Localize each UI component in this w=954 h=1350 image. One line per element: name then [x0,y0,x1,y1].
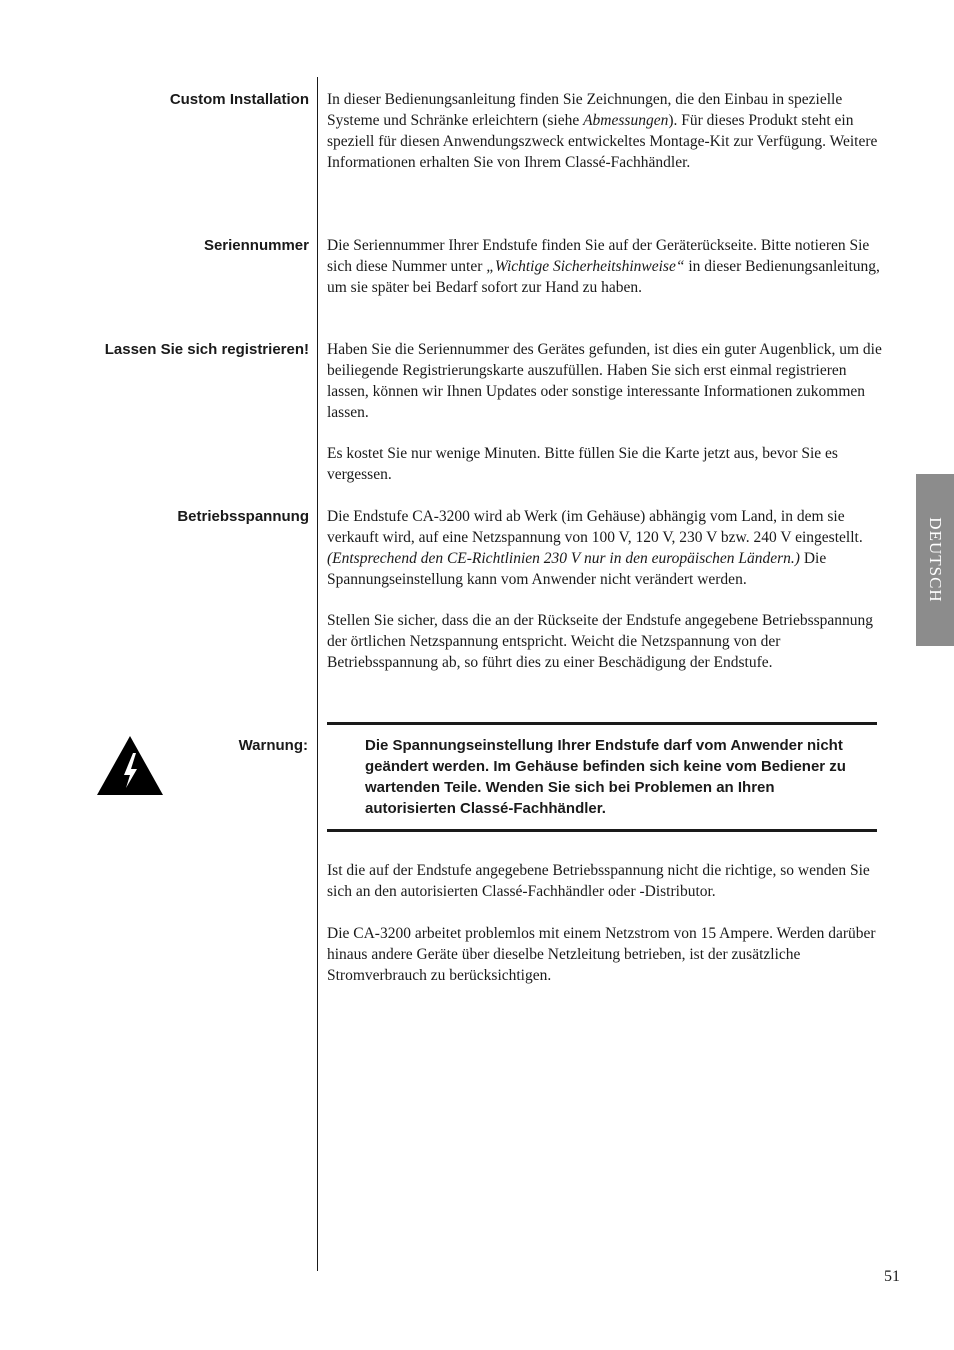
paragraph-registrieren-1: Haben Sie die Seriennummer des Gerätes gefunden, ist dies ein guter Augenblick, um die beiliegende Registrierungskarte auszufüllen. Haben Sie sich erst einmal registrieren lassen, können wir Ihnen Updates oder sonstige interessante Informationen zukommen lassen. [327,341,882,421]
warning-text: Die Spannungseinstellung Ihrer Endstufe darf vom Anwender nicht geändert werden. Im Gehäuse befinden sich keine vom Bediener zu wartenden Teile. Wenden Sie sich bei Problemen an Ihren autorisierten Classé-Fachhändler. [365,737,846,817]
paragraph-betriebsspannung-1 [327,506,887,590]
heading-betriebsspannung: Betriebsspannung [177,508,309,525]
warning-bottom-rule [327,829,877,832]
warning-top-rule [327,722,877,725]
paragraph-after-warning-1: Ist die auf der Endstufe angegebene Betriebsspannung nicht die richtige, so wenden Sie sich an den autorisierten Classé-Fachhändler oder -Distributor. [327,862,870,900]
text-segment: in dieser Bedienungsanleitung, um sie später bei Bedarf sofort zur Hand zu haben. [327,258,880,296]
language-tab-label: DEUTSCH [926,517,945,603]
text-segment: In dieser Bedienungsanleitung finden Sie Zeichnungen, die den Einbau in spezielle Systeme und Schränke erleichtern (siehe [327,91,843,129]
text-segment: Die Seriennummer Ihrer Endstufe finden Sie auf der Geräterückseite. Bitte notieren Sie sich diese Nummer unter [327,237,870,275]
paragraph-registrieren-2: Es kostet Sie nur wenige Minuten. Bitte füllen Sie die Karte jetzt aus, bevor Sie es vergessen. [327,445,838,483]
emphasis-ce-richtlinien: (Entsprechend den CE-Richtlinien 230 V nur in den europäischen Ländern.) [327,550,800,567]
heading-warnung: Warnung: [238,737,308,754]
emphasis-sicherheitshinweise: „Wichtige Sicherheitshinweise“ [486,258,685,275]
text-segment: Die Endstufe CA-3200 wird ab Werk (im Gehäuse) abhängig vom Land, in dem sie verkauft wird, auf eine Netzspannung von 100 V, 120 V, 230 V bzw. 240 V eingestellt. [327,508,863,546]
heading-seriennummer: Seriennummer [203,237,309,254]
heading-custom-installation: Custom Installation [169,91,309,108]
column-divider [317,77,318,1271]
paragraph-after-warning-2: Die CA-3200 arbeitet problemlos mit einem Netzstrom von 15 Ampere. Werden darüber hinaus andere Geräte über dieselbe Netzleitung betrieben, ist der zusätzliche Stromverbrauch zu berücksichtigen. [327,925,876,984]
heading-registrieren: Lassen Sie sich registrieren! [104,341,309,358]
text-segment: Die Spannungseinstellung kann vom Anwender nicht verändert werden. [327,550,827,588]
emphasis-abmessungen: Abmessungen [583,112,669,129]
paragraph-betriebsspannung-2: Stellen Sie sicher, dass die an der Rückseite der Endstufe angegebene Betriebsspannung der örtlichen Netzspannung entspricht. Weicht die Netzspannung von der Betriebsspannung ab, so führt dies zu einer Beschädigung der Endstufe. [327,612,874,671]
paragraph-seriennummer [327,235,887,298]
page-number: 51 [884,1268,900,1285]
paragraph-custom-installation [327,89,887,173]
text-segment: ). Für dieses Produkt steht ein speziell für diesen Anwendungszweck entwickeltes Montage-Kit zur Verfügung. Weitere Informationen erhalten Sie von Ihrem Classé-Fachhändler. [327,112,878,171]
language-side-tab [916,474,954,646]
